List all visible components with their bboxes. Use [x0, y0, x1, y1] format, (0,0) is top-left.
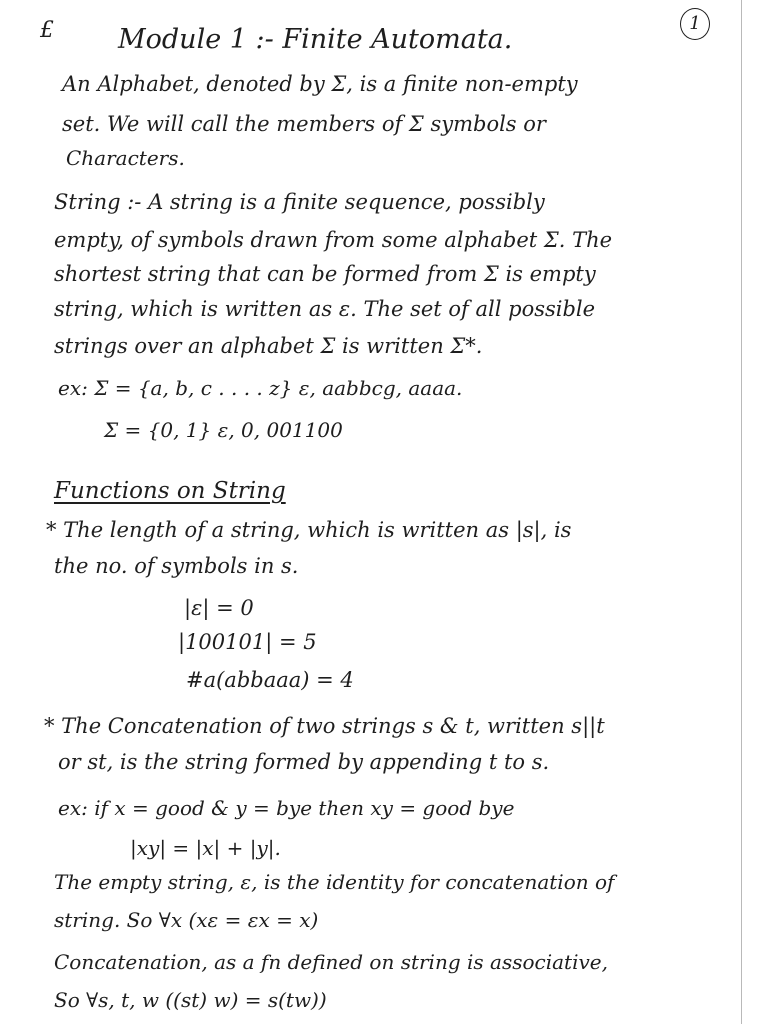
formula-line: |ε| = 0 [184, 596, 254, 620]
margin-rule [741, 0, 742, 1024]
text-line: strings over an alphabet Σ is written Σ*. [54, 334, 483, 358]
text-line: * The Concatenation of two strings s & t, written s||t [44, 714, 605, 738]
formula-line: #a(abbaaa) = 4 [186, 668, 354, 692]
text-line: So ∀s, t, w ((st) w) = s(tw)) [54, 988, 327, 1012]
text-line: string, which is written as ε. The set of all possible [54, 297, 596, 321]
text-line: or st, is the string formed by appending t to s. [58, 750, 550, 774]
example-line: Σ = {0, 1} ε, 0, 001100 [104, 418, 343, 442]
formula-line: |xy| = |x| + |y|. [130, 836, 281, 860]
page-number: 1 [680, 8, 710, 40]
text-line: Concatenation, as a fn defined on string is associative, [54, 950, 608, 974]
formula-line: |100101| = 5 [178, 630, 317, 654]
text-line: the no. of symbols in s. [54, 554, 299, 578]
margin-mark: £ [40, 18, 54, 43]
text-line: string. So ∀x (xε = εx = x) [54, 908, 319, 932]
text-line: empty, of symbols drawn from some alphabet Σ. The [54, 228, 613, 252]
page-title: Module 1 :- Finite Automata. [118, 24, 513, 55]
text-line: An Alphabet, denoted by Σ, is a finite non-empty [62, 72, 578, 96]
example-line: ex: Σ = {a, b, c . . . . z} ε, aabbcg, aaaa. [58, 376, 463, 400]
text-line: String :- A string is a finite sequence, possibly [54, 190, 545, 214]
text-line: Characters. [66, 146, 185, 170]
text-line: * The length of a string, which is written as |s|, is [46, 518, 572, 542]
example-line: ex: if x = good & y = bye then xy = good bye [58, 796, 515, 820]
text-line: The empty string, ε, is the identity for concatenation of [54, 870, 615, 894]
text-line: set. We will call the members of Σ symbols or [62, 112, 546, 136]
section-heading: Functions on String [54, 478, 286, 504]
text-line: shortest string that can be formed from Σ is empty [54, 262, 596, 286]
